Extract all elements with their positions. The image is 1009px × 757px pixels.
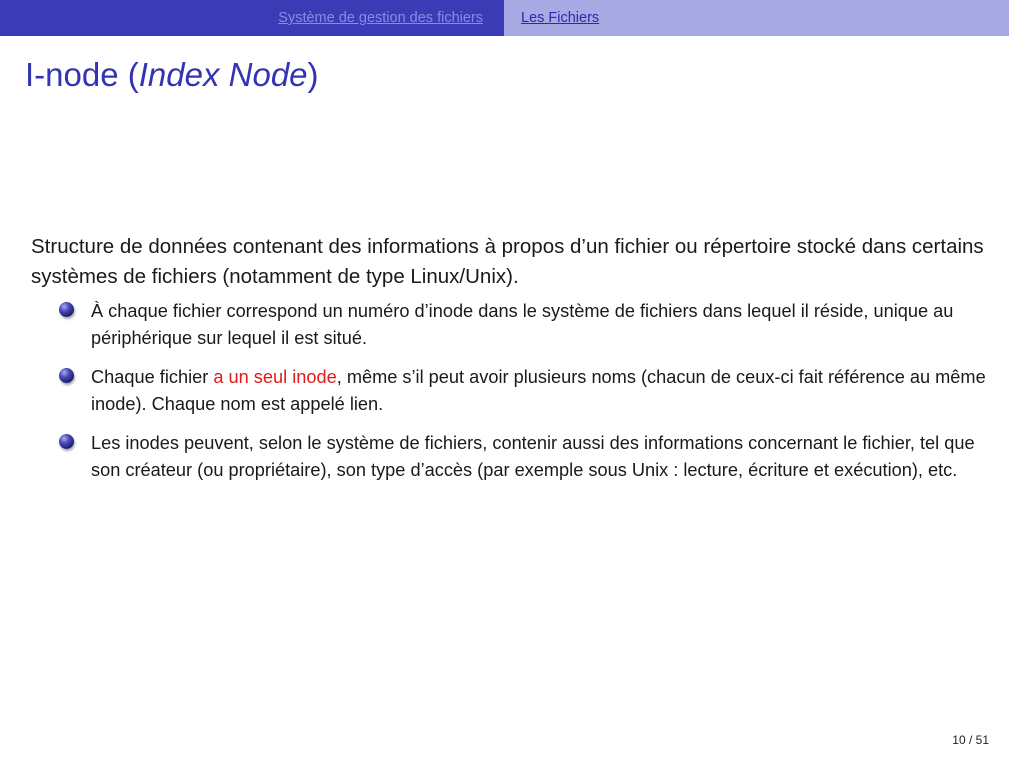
list-item: [31, 364, 986, 418]
nav-link-section[interactable]: Système de gestion des fichiers: [278, 10, 483, 26]
bullet-list: [31, 298, 986, 484]
list-item: [31, 298, 986, 352]
list-item-text-before: Chaque fichier: [91, 367, 214, 387]
nav-link-subsection[interactable]: Les Fichiers: [521, 10, 600, 26]
slide-title-prefix: I-node (: [25, 56, 139, 93]
ball-bullet-icon: [59, 368, 74, 383]
slide-title-italic: Index Node: [138, 56, 308, 93]
list-item-text: Les inodes peuvent, selon le système de fichiers, contenir aussi des informations concernant le fichier, tel que son créateur (ou propriétaire), son type d’accès (par exemple sous Unix : lecture, écriture et exécution), etc.: [91, 433, 975, 480]
highlighted-phrase: a un seul inode: [213, 367, 337, 387]
nav-section-cell: [0, 0, 504, 36]
list-item-text: À chaque fichier correspond un numéro d’inode dans le système de fichiers dans lequel il réside, unique au périphérique sur lequel il est situé.: [91, 301, 954, 348]
list-item-text-after: , même s’il peut avoir plusieurs noms (chacun de ceux-ci fait référence au même inode). Chaque nom est appelé lien.: [91, 367, 986, 414]
slide-title: [25, 56, 319, 94]
ball-bullet-icon: [59, 302, 74, 317]
list-item: [31, 430, 986, 484]
headline-bar: [0, 0, 1009, 36]
ball-bullet-icon: [59, 434, 74, 449]
slide-content: [31, 232, 986, 496]
intro-paragraph: Structure de données contenant des informations à propos d’un fichier ou répertoire stocké dans certains systèmes de fichiers (notamment de type Linux/Unix).: [31, 235, 984, 288]
page-number: 10 / 51: [952, 733, 989, 747]
slide-title-suffix: ): [307, 56, 319, 93]
nav-subsection-cell: [504, 0, 1009, 36]
